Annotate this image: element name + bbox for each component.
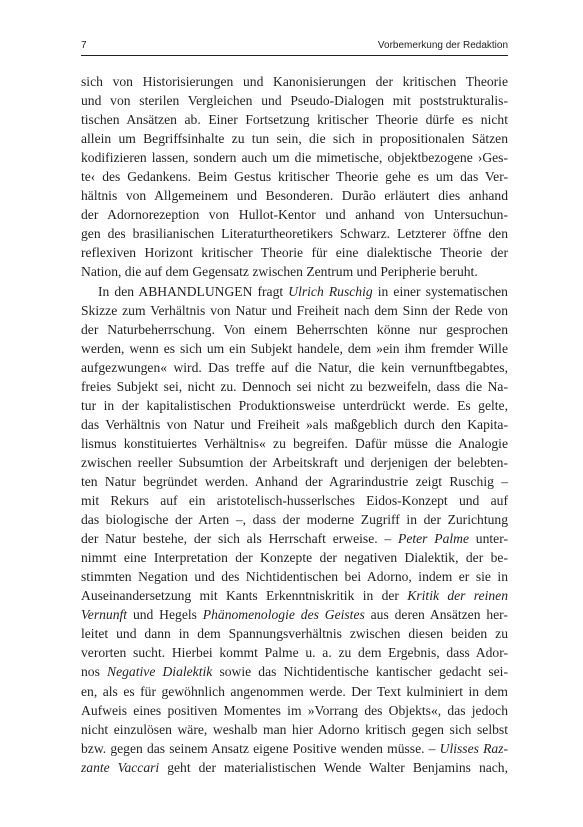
work-title: Negative Dialektik: [107, 664, 213, 680]
work-title: Vernunft: [81, 607, 128, 623]
text-line: te‹ des Gedankens. Beim Gestus kritischer Theorie gehe es um das Ver-: [81, 169, 508, 185]
text-line: verorten sucht. Hierbei kommt Palme u. a. zu dem Ergebnis, dass Ador-: [81, 645, 508, 661]
text-line: [81, 586, 508, 605]
text-line: Nation, die auf dem Gegensatz zwischen Zentrum und Peripherie beruht.: [81, 264, 478, 280]
text-line: der Adornorezeption von Hullot-Kentor und anhand von Untersuchun-: [81, 207, 508, 223]
page-number: 7: [81, 40, 87, 51]
text-line: nimmt eine Interpretation der Konzepte der negativen Dialektik, der be-: [81, 550, 508, 566]
text-line: leitet und dann in dem Spannungsverhältnis zwischen diesen beiden zu: [81, 626, 508, 642]
text-line: das Verhältnis von Natur und Freiheit »als maßgeblich durch den Kapita-: [81, 416, 508, 432]
text-line: freies Subjekt sei, nicht zu. Dennoch sei nicht zu bezweifeln, dass die Na-: [81, 378, 508, 394]
text-line: mit Rekurs auf ein aristotelisch-husserlsches Eidos-Konzept und auf: [81, 493, 508, 509]
text-line: [81, 739, 508, 758]
text-line: sich von Historisierungen und Kanonisierungen der kritischen Theorie: [81, 74, 508, 89]
text-line: das biologische der Arten –, dass der moderne Zugriff in der Zurichtung: [81, 512, 508, 528]
text-line: tischen Ansätzen ab. Einer Fortsetzung kritischer Theorie dürfe es nicht: [81, 112, 508, 128]
text-segment: Auseinandersetzung mit Kants Erkenntniskritik in der: [81, 588, 399, 604]
text-line: der Naturbeherrschung. Von einem Beherrschten könne nur gesprochen: [81, 321, 508, 337]
author-name: Ulisses Raz-: [439, 740, 508, 756]
text-line: allein um Begriffsinhalte zu tun sein, die sich in propositionalen Sätzen: [81, 131, 508, 147]
text-line: [81, 282, 508, 301]
text-segment: unter-: [475, 531, 508, 547]
text-line: stimmten Negation und des Nichtidentischen bei Adorno, indem er sie in: [81, 569, 508, 585]
text-line: Skizze zum Verhältnis von Natur und Freiheit nach dem Sinn der Rede von: [81, 302, 508, 318]
text-segment: sowie das Nichtidentische kantischer gedacht sei-: [219, 664, 508, 680]
text-line: [81, 529, 508, 548]
text-line: aufgezwungen« wird. Das treffe auf die Natur, die kein vernunftbegabtes,: [81, 359, 508, 375]
text-segment: in einer systematischen: [377, 283, 508, 299]
text-line: werden, wenn es sich um ein Subjekt handele, dem »ein ihm fremder Wille: [81, 340, 508, 356]
text-line: [81, 758, 508, 777]
text-segment: aus deren Ansätzen her-: [370, 607, 508, 623]
author-name: zante Vaccari: [81, 759, 160, 775]
body-text: [81, 72, 508, 777]
text-segment: geht der materialistischen Wende Walter Benjamins nach,: [167, 759, 509, 775]
text-line: gen des brasilianischen Literaturtheoretikers Schwarz. Letzterer öffne den: [81, 226, 508, 242]
text-line: nicht einzulösen wäre, weshalb man hier Adorno kritisch gegen sich selbst: [81, 721, 508, 737]
text-line: lismus konstituiertes Verhältnis« zu begreifen. Dafür müsse die Analogie: [81, 435, 508, 451]
running-header: [81, 38, 508, 58]
text-segment: In den ABHANDLUNGEN fragt: [98, 283, 284, 299]
text-segment: und Hegels: [132, 607, 197, 623]
text-line: [81, 662, 508, 681]
text-line: Aufweis eines positiven Momentes im »Vorrang des Objekts«, das jedoch: [81, 702, 508, 718]
text-line: und von sterilen Vergleichen und Pseudo-Dialogen mit poststrukturalis-: [81, 93, 508, 109]
text-segment: nos: [81, 664, 100, 680]
author-name: Ulrich Ruschig: [288, 283, 373, 299]
running-head-title: Vorbemerkung der Redaktion: [377, 40, 508, 51]
text-line: kodifizieren lassen, sondern auch um die mimetische, objektbezogene ›Ges-: [81, 150, 508, 166]
work-title: Phänomenologie des Geistes: [202, 607, 365, 623]
text-line: reflexiven Horizont kritischer Theorie für eine dialektische Theorie der: [81, 245, 508, 261]
text-segment: der Natur bestehe, der sich als Herrschaft erweise. –: [81, 531, 392, 547]
header-rule: [81, 55, 508, 56]
text-line: zwischen reeller Subsumtion der Arbeitskraft und derjenigen der belebten-: [81, 454, 508, 470]
text-line: en, als es für gewöhnlich angenommen werde. Der Text kulminiert in dem: [81, 683, 508, 699]
author-name: Peter Palme: [398, 531, 469, 547]
work-title: Kritik der reinen: [407, 588, 508, 604]
text-line: [81, 605, 508, 624]
text-segment: bzw. gegen das seinem Ansatz eigene Positive wenden müsse. –: [81, 740, 436, 756]
text-line: ten Natur begründet werden. Anhand der Agrarindustrie zeigt Ruschig –: [81, 473, 508, 489]
text-line: hältnis von Allgemeinem und Besonderen. Durão erläutert dies anhand: [81, 188, 508, 204]
text-line: tur in der kapitalistischen Produktionsweise unterdrückt werde. Es gelte,: [81, 397, 508, 413]
